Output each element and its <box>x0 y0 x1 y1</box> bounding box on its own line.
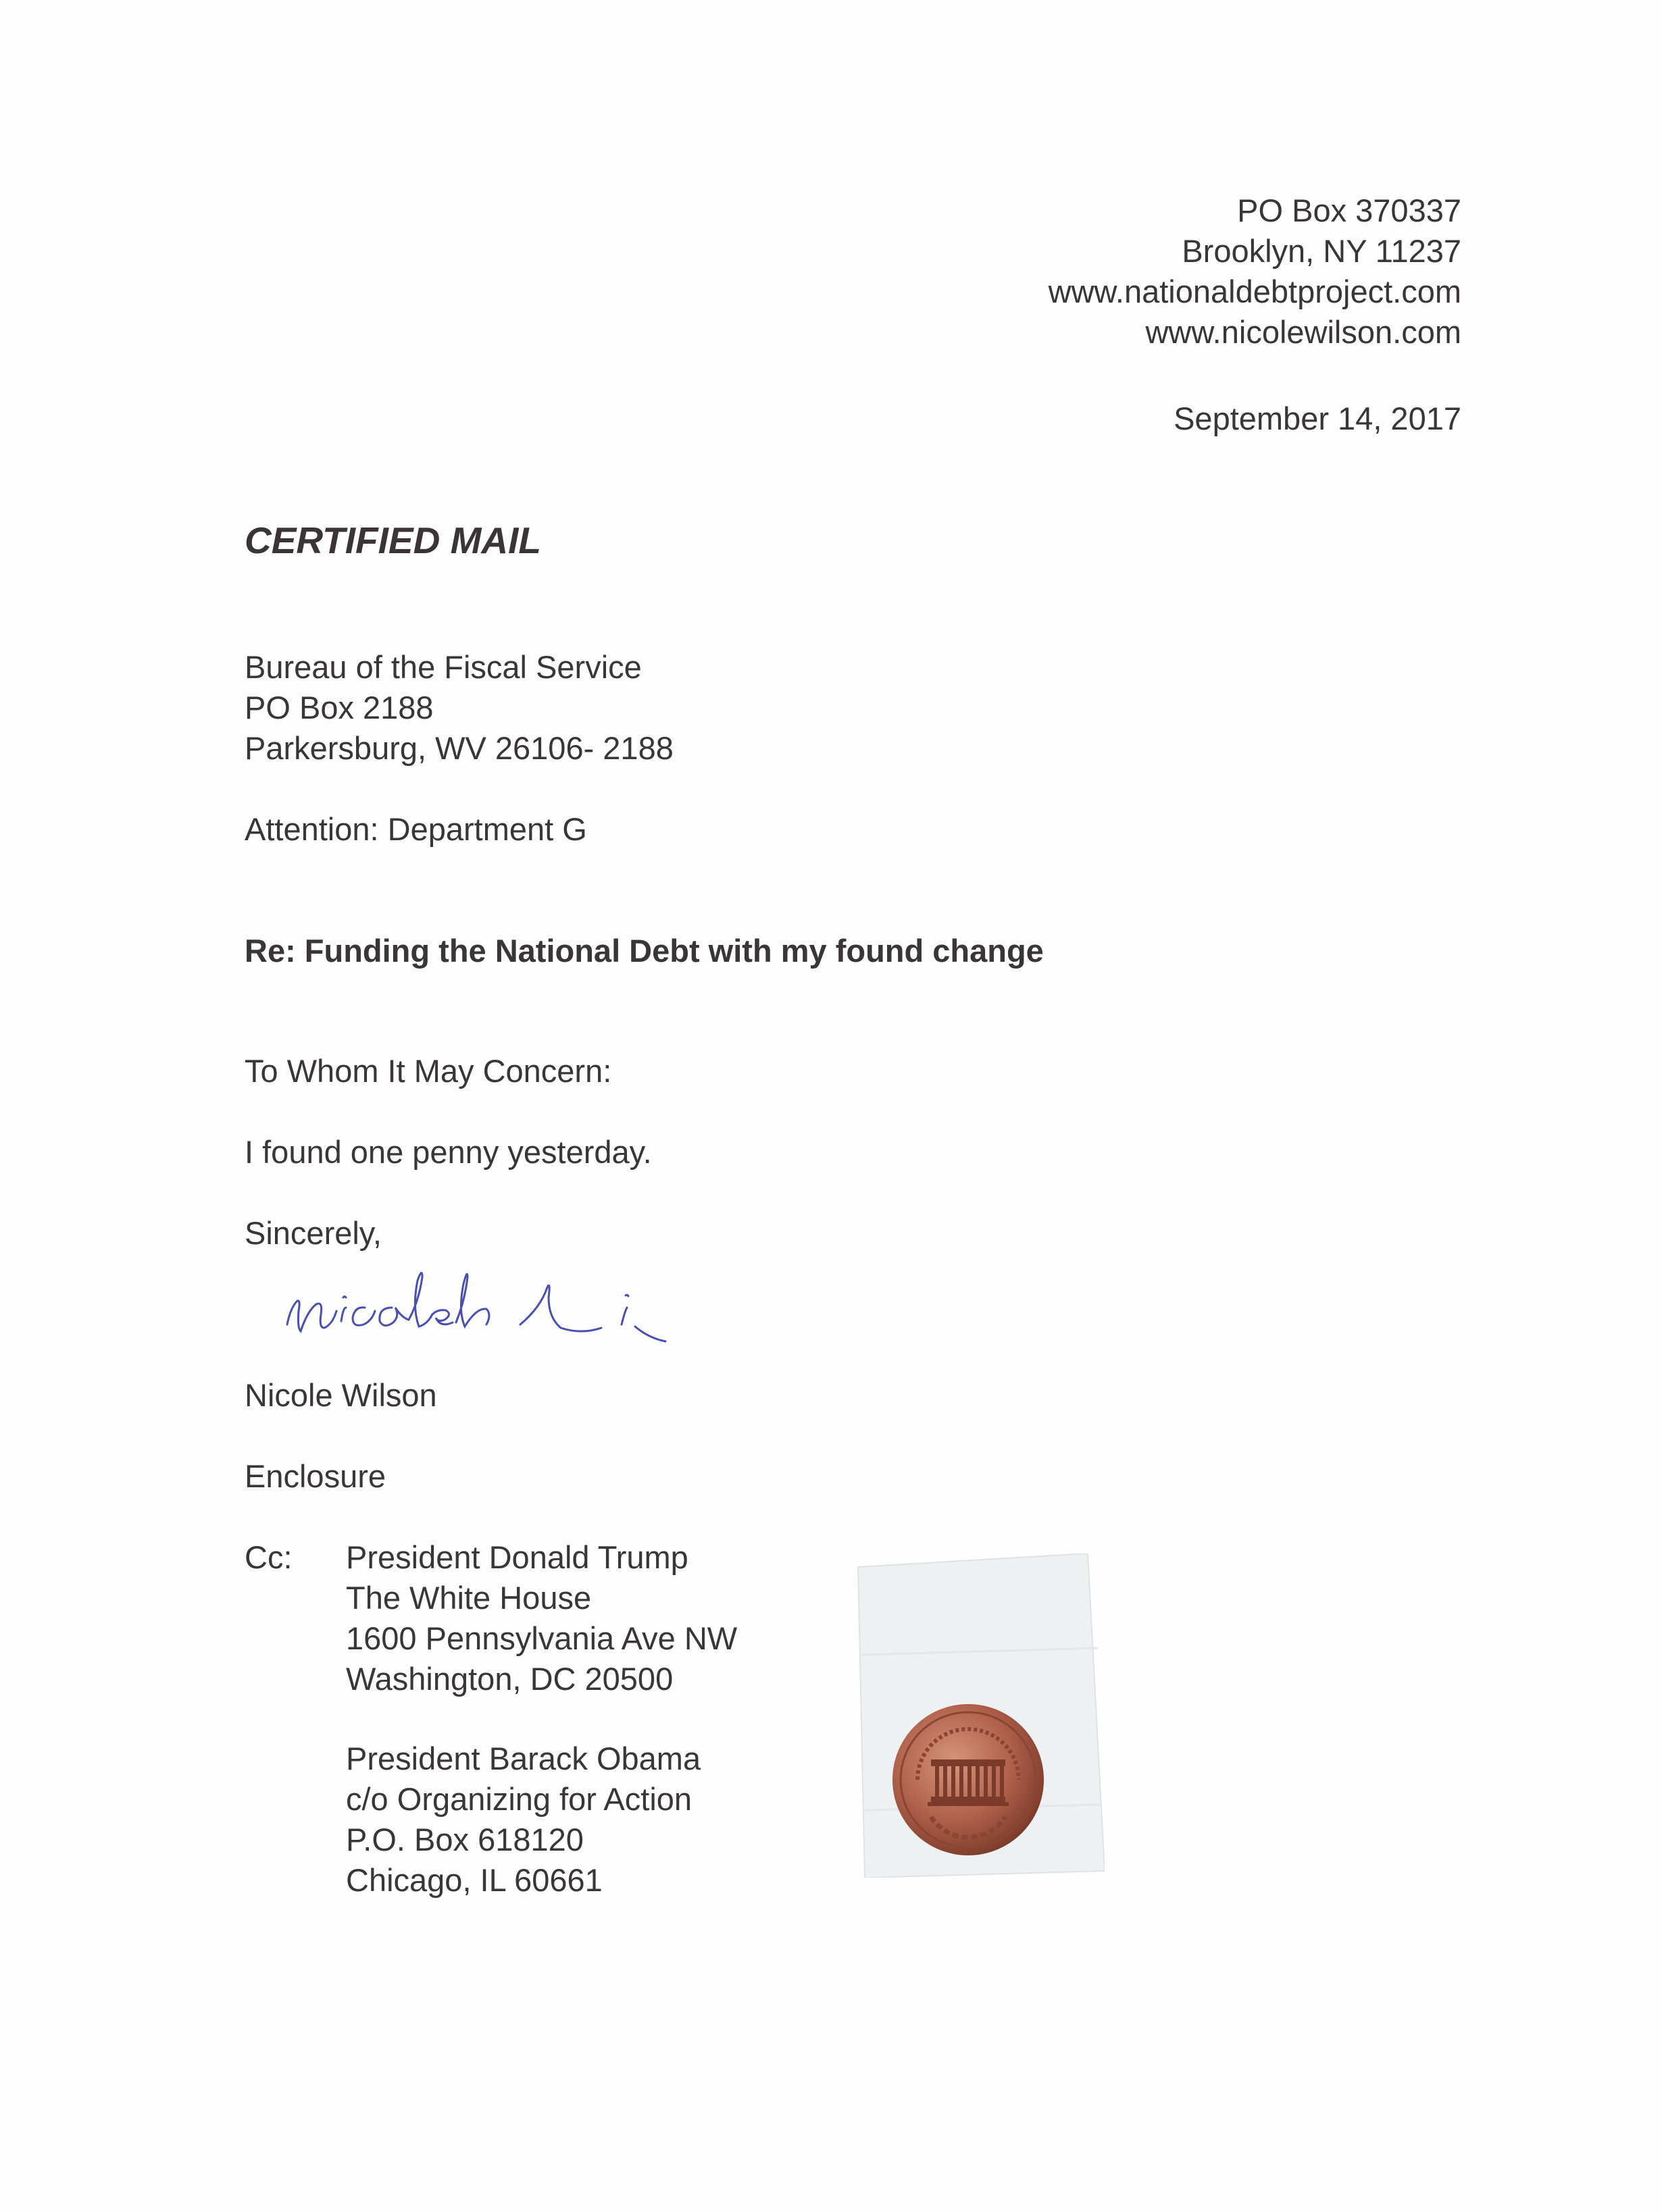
cc-recipient-line1: The White House <box>346 1580 592 1616</box>
cc-recipient-name: President Barack Obama <box>346 1741 701 1776</box>
cc-recipient-line3: Washington, DC 20500 <box>346 1661 674 1697</box>
salutation: To Whom It May Concern: <box>245 1053 612 1089</box>
sender-website-1: www.nationaldebtproject.com <box>1048 274 1461 309</box>
sender-address <box>1049 190 1461 353</box>
sender-address-line2: Brooklyn, NY 11237 <box>1182 233 1461 269</box>
sender-website-2: www.nicolewilson.com <box>1145 314 1461 350</box>
letter-date: September 14, 2017 <box>1174 401 1461 436</box>
cc-recipient-line2: 1600 Pennsylvania Ave NW <box>346 1620 738 1656</box>
recipient-address-line2: Parkersburg, WV 26106- 2188 <box>245 730 674 766</box>
cc-recipient <box>346 1739 701 1901</box>
closing: Sincerely, <box>245 1215 382 1251</box>
subject-line: Re: Funding the National Debt with my found change <box>245 933 1044 969</box>
handwritten-signature <box>284 1260 669 1355</box>
cc-recipient-line1: c/o Organizing for Action <box>346 1781 692 1817</box>
mail-type-heading: CERTIFIED MAIL <box>245 519 541 561</box>
penny-icon <box>890 1702 1046 1857</box>
recipient-name: Bureau of the Fiscal Service <box>245 649 642 685</box>
cc-recipient-line2: P.O. Box 618120 <box>346 1822 584 1857</box>
recipient-address <box>245 647 674 769</box>
attention-line: Attention: Department G <box>245 811 587 847</box>
sender-address-line1: PO Box 370337 <box>1237 192 1461 228</box>
signer-name: Nicole Wilson <box>245 1377 437 1413</box>
cc-recipient-line3: Chicago, IL 60661 <box>346 1862 603 1898</box>
enclosure-note: Enclosure <box>245 1458 386 1494</box>
letter-body: I found one penny yesterday. <box>245 1134 652 1170</box>
recipient-address-line1: PO Box 2188 <box>245 690 434 725</box>
cc-label: Cc: <box>245 1539 293 1575</box>
cc-recipient <box>346 1537 737 1699</box>
cc-recipient-name: President Donald Trump <box>346 1539 688 1575</box>
